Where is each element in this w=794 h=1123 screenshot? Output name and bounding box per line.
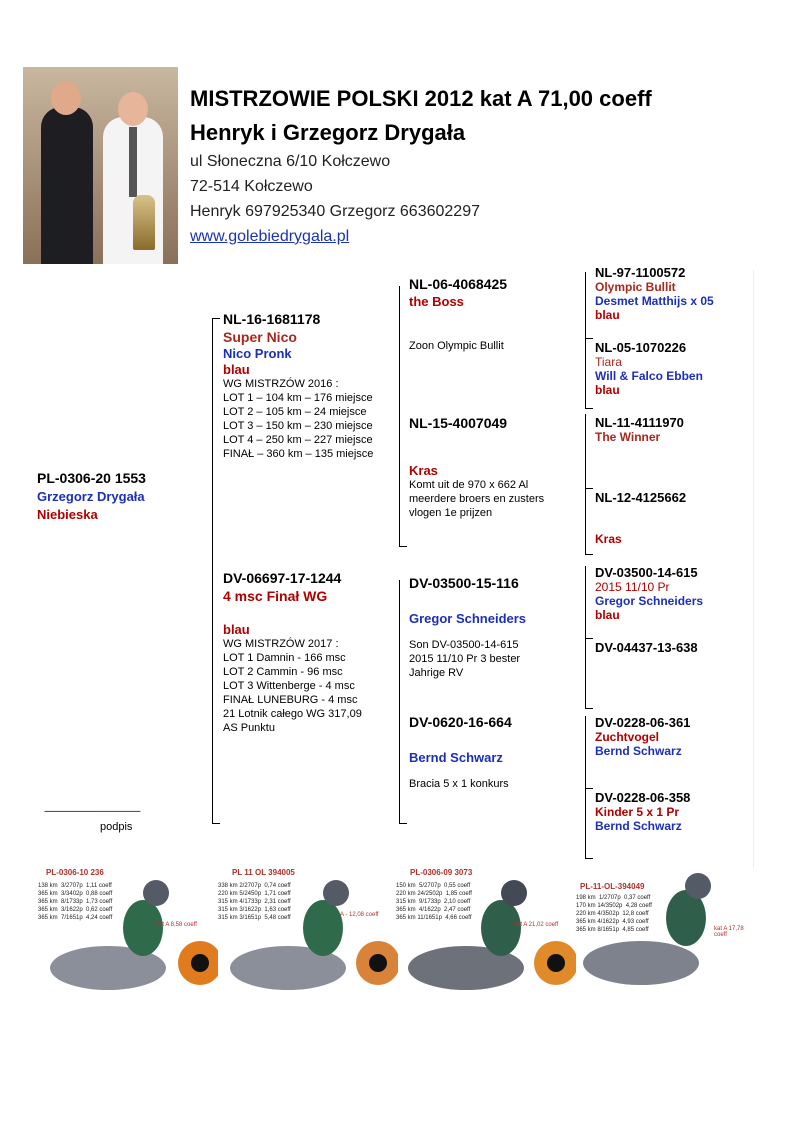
mother	[223, 570, 398, 735]
pigeon-icon	[406, 868, 576, 1008]
website-link[interactable]: www.golebiedrygala.pl	[190, 228, 350, 245]
father-ring: NL-16-1681178	[223, 311, 321, 327]
mother-dam: DV-0620-16-664 Bernd Schwarz Bracia 5 x 1 konkurs	[409, 714, 512, 790]
father-dam: NL-15-4007049 Kras Komt uit de 970 x 662 Al meerdere broers en zusters vlogen 1e prijzen	[409, 415, 545, 519]
page-title: MISTRZOWIE POLSKI 2012 kat A 71,00 coeff	[190, 86, 652, 111]
signature-line: ------------------------------------------------	[44, 806, 140, 816]
mother-name: 4 msc Finał WG	[223, 588, 328, 604]
pigeon-icon	[48, 868, 218, 1008]
pigeon-card-4: PL-11-OL-394049 198 km 1/2707p 0,37 coeff 170 km 14/3502p 4,28 coeff 220 km 4/3502p 12,8 coeff 365 km 4/1622p 4,93 coeff 365 km 8/1651p 4,85 coeff kat A 17,78 coeff	[576, 868, 756, 1008]
bracket-mf	[585, 566, 586, 708]
subject-pigeon	[37, 470, 146, 522]
subject-color: Niebieska	[37, 507, 98, 522]
mff: DV-03500-14-615 2015 11/10 Pr Gregor Schneiders blau	[595, 565, 704, 622]
bracket-fm	[585, 414, 586, 554]
father-breeder: Nico Pronk	[223, 346, 292, 361]
address-street: ul Słoneczna 6/10 Kołczewo	[190, 153, 391, 170]
bracket-father	[399, 286, 400, 546]
bracket-mm	[585, 716, 586, 858]
bracket-ff	[585, 272, 586, 408]
address-city: 72-514 Kołczewo	[190, 178, 313, 195]
pigeon-card-3: PL-0306-09 3073 150 km 5/2707p 0,55 coeff 220 km 24/2502p 1,85 coeff 315 km 9/1733p 2,10 coeff 365 km 4/1622p 2,47 coeff 365 km 11/1651p 4,66 coeff kat A 21,02 coeff	[396, 868, 576, 1008]
mother-notes: WG MISTRZÓW 2017 : LOT 1 Damnin - 166 msc LOT 2 Cammin - 96 msc LOT 3 Wittenberge - 4 msc FINAŁ LUNEBURG - 4 msc 21 Lotnik całego WG 317,09 AS Punktu	[223, 638, 362, 734]
mmm: DV-0228-06-358 Kinder 5 x 1 Pr Bernd Schwarz	[595, 790, 691, 833]
trophy-icon	[133, 195, 155, 250]
father-notes: WG MISTRZÓW 2016 : LOT 1 – 104 km – 176 miejsce LOT 2 – 105 km – 24 miejsce LOT 3 – 150 km – 230 miejsce LOT 4 – 250 km – 227 miejsce FINAŁ – 360 km – 135 miejsce	[223, 378, 374, 460]
bracket-gen1	[212, 318, 213, 823]
owners-photo	[23, 67, 178, 264]
father-color: blau	[223, 362, 250, 377]
father-name: Super Nico	[223, 329, 297, 345]
mfm: DV-04437-13-638	[595, 640, 698, 655]
subject-owner: Grzegorz Drygała	[37, 489, 145, 504]
signature-label: podpis	[100, 821, 133, 833]
fmf: NL-11-4111970 The Winner	[595, 415, 684, 444]
fmm: NL-12-4125662 Kras	[595, 490, 687, 546]
pigeon-card-2: PL 11 OL 394005 338 km 2/2707p 0,74 coeff 220 km 5/2450p 1,71 coeff 315 km 4/1733p 2,31 coeff 315 km 3/1622p 1,63 coeff 315 km 3/1651p 5,48 coeff A - 12,08 coeff	[218, 868, 398, 1008]
subject-ring: PL-0306-20 1553	[37, 470, 146, 486]
fff: NL-97-1100572 Olympic Bullit Desmet Matthijs x 05 blau	[595, 265, 714, 322]
mmf: DV-0228-06-361 Zuchtvogel Bernd Schwarz	[595, 715, 691, 758]
pigeon-icon	[576, 868, 746, 1008]
pigeon-card-1: PL-0306-10 236 138 km 3/2707p 1,11 coeff 365 km 3/3402p 0,88 coeff 365 km 8/1733p 1,73 coeff 365 km 3/1622p 0,62 coeff 365 km 7/1651p 4,24 coeff kat A 8,58 coeff	[38, 868, 218, 1008]
mother-sire: DV-03500-15-116 Gregor Schneiders Son DV-03500-14-615 2015 11/10 Pr 3 bester Jahrige RV	[409, 575, 527, 679]
father-sire: NL-06-4068425 the Boss Zoon Olympic Bullit	[409, 276, 508, 352]
ffm: NL-05-1070226 Tiara Will & Falco Ebben blau	[595, 340, 703, 397]
bracket-mother	[399, 580, 400, 823]
mother-ring: DV-06697-17-1244	[223, 570, 342, 586]
pigeon-icon	[228, 868, 398, 1008]
father	[223, 311, 398, 461]
phone-numbers: Henryk 697925340 Grzegorz 663602297	[190, 203, 480, 220]
mother-color: blau	[223, 622, 250, 637]
owner-names: Henryk i Grzegorz Drygała	[190, 120, 466, 145]
